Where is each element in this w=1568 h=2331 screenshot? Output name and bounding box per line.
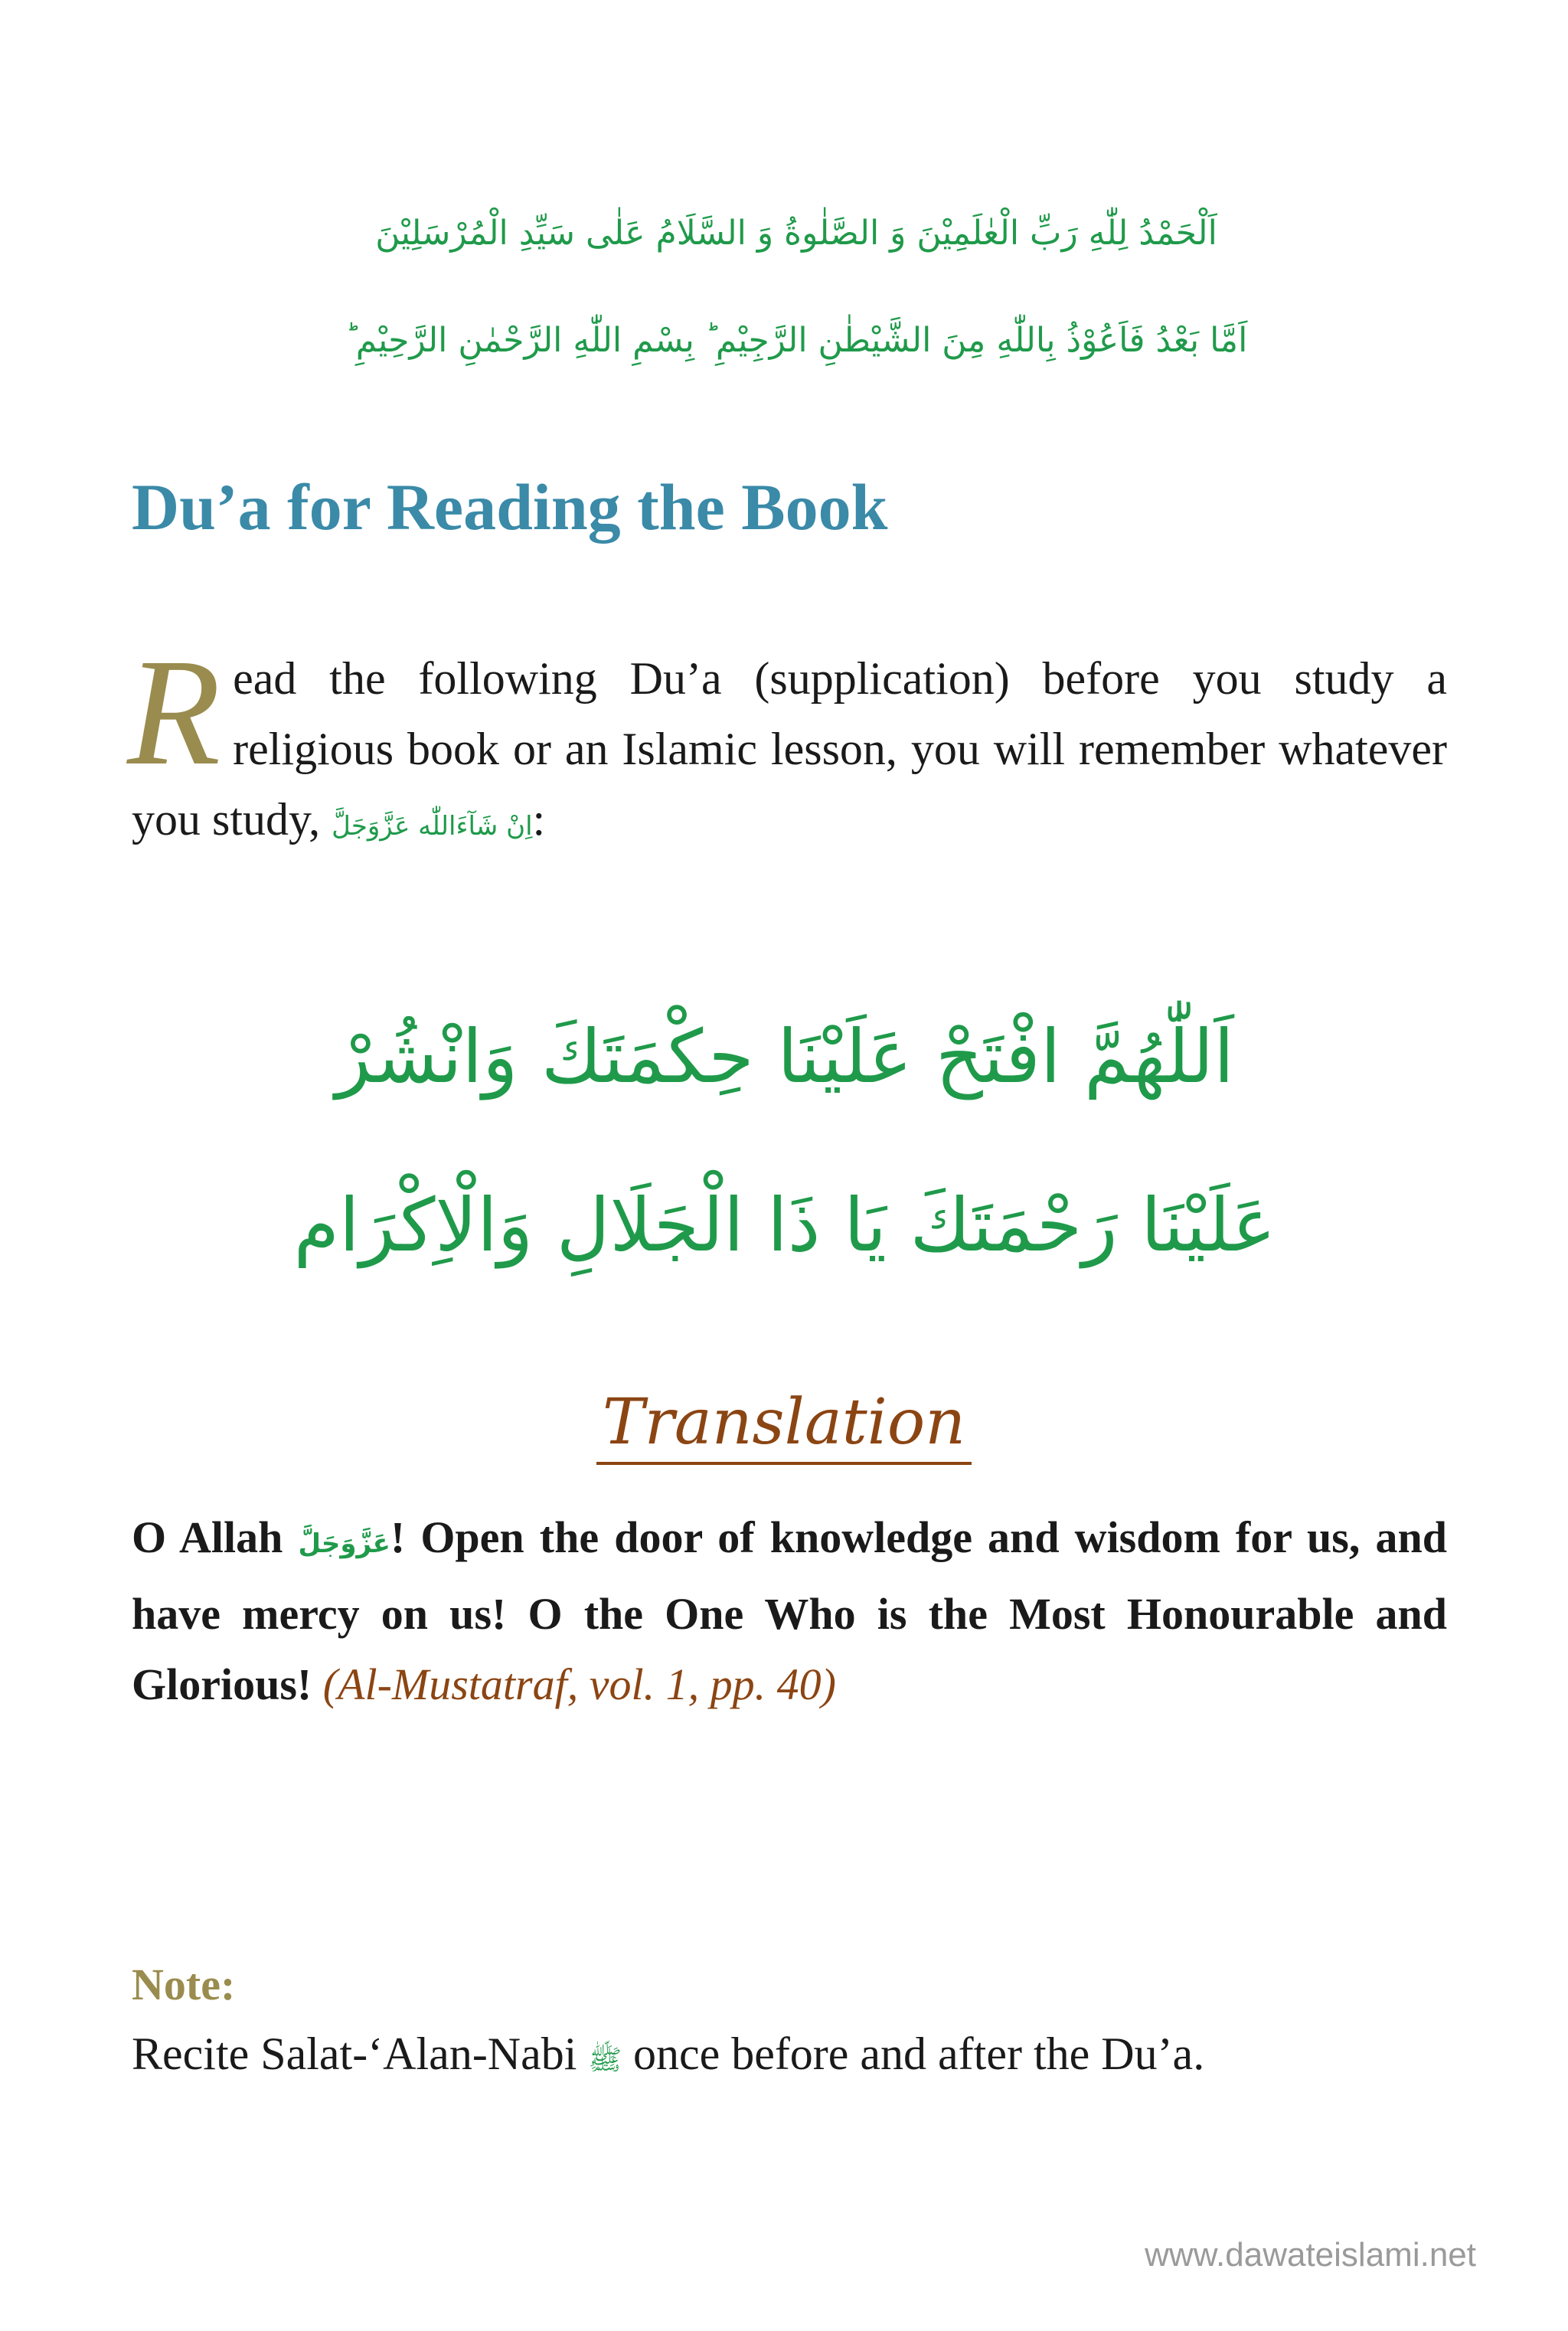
translation-title-wrapper xyxy=(0,1386,1568,1459)
note-text-before: Recite Salat-‘Alan-Nabi xyxy=(132,2029,577,2079)
opening-line-1: اَلْحَمْدُ لِلّٰهِ رَبِّ الْعٰلَمِيْنَ وَ الصَّلٰوةُ وَ السَّلَامُ عَلٰى سَيِّدِ الْمُرْسَلِيْنَ xyxy=(375,214,1217,253)
translation-paragraph xyxy=(132,1502,1447,1720)
translation-honorific: عَزَّوَجَلَّ xyxy=(298,1528,390,1559)
drop-cap: R xyxy=(127,628,221,797)
opening-arabic-block xyxy=(222,180,1370,394)
note-text-after: once before and after the Du’a. xyxy=(632,2029,1205,2079)
intro-end-punct: : xyxy=(532,794,546,845)
translation-citation: (Al-Mustatraf, vol. 1, pp. 40) xyxy=(322,1659,836,1709)
intro-paragraph xyxy=(127,628,1447,861)
note-label: Note: xyxy=(132,1960,236,2009)
opening-line-2: اَمَّا بَعْدُ فَاَعُوْذُ بِاللّٰهِ مِنَ الشَّيْطٰنِ الرَّجِيْمِ ؕ بِسْمِ اللّٰهِ الرَّحْمٰنِ الرَّحِيْمِ ؕ xyxy=(345,321,1248,360)
salat-honorific-icon: ﷺ xyxy=(588,2045,622,2076)
dua-arabic-block xyxy=(184,973,1386,1309)
note-text xyxy=(132,2028,1447,2083)
inline-arabic-phrase: اِنْ شَآءَاللّٰه عَزَّوَجَلَّ xyxy=(332,811,533,842)
dua-line-2: عَلَيْنَا رَحْمَتَكَ يَا ذَا الْجَلَالِ وَالْاِكْرَام xyxy=(293,1182,1276,1268)
page-heading: Du’a for Reading the Book xyxy=(132,470,888,544)
footer-website: www.dawateislami.net xyxy=(1145,2236,1476,2274)
dua-line-1: اَللّٰهُمَّ افْتَحْ عَلَيْنَا حِكْمَتَكَ وَانْشُرْ xyxy=(335,1014,1234,1100)
translation-part-2: ! Open the door of knowledge and wisdom for us, and have mercy on us! O the One Who is the Most Honourable and Glorious! xyxy=(132,1512,1448,1709)
translation-part-1: O Allah xyxy=(132,1512,283,1562)
translation-title: Translation xyxy=(596,1386,972,1465)
intro-text: ead the following Du’a (supplication) before you study a religious book or an Islamic lesson, you will remember whatever you study, xyxy=(132,653,1447,845)
